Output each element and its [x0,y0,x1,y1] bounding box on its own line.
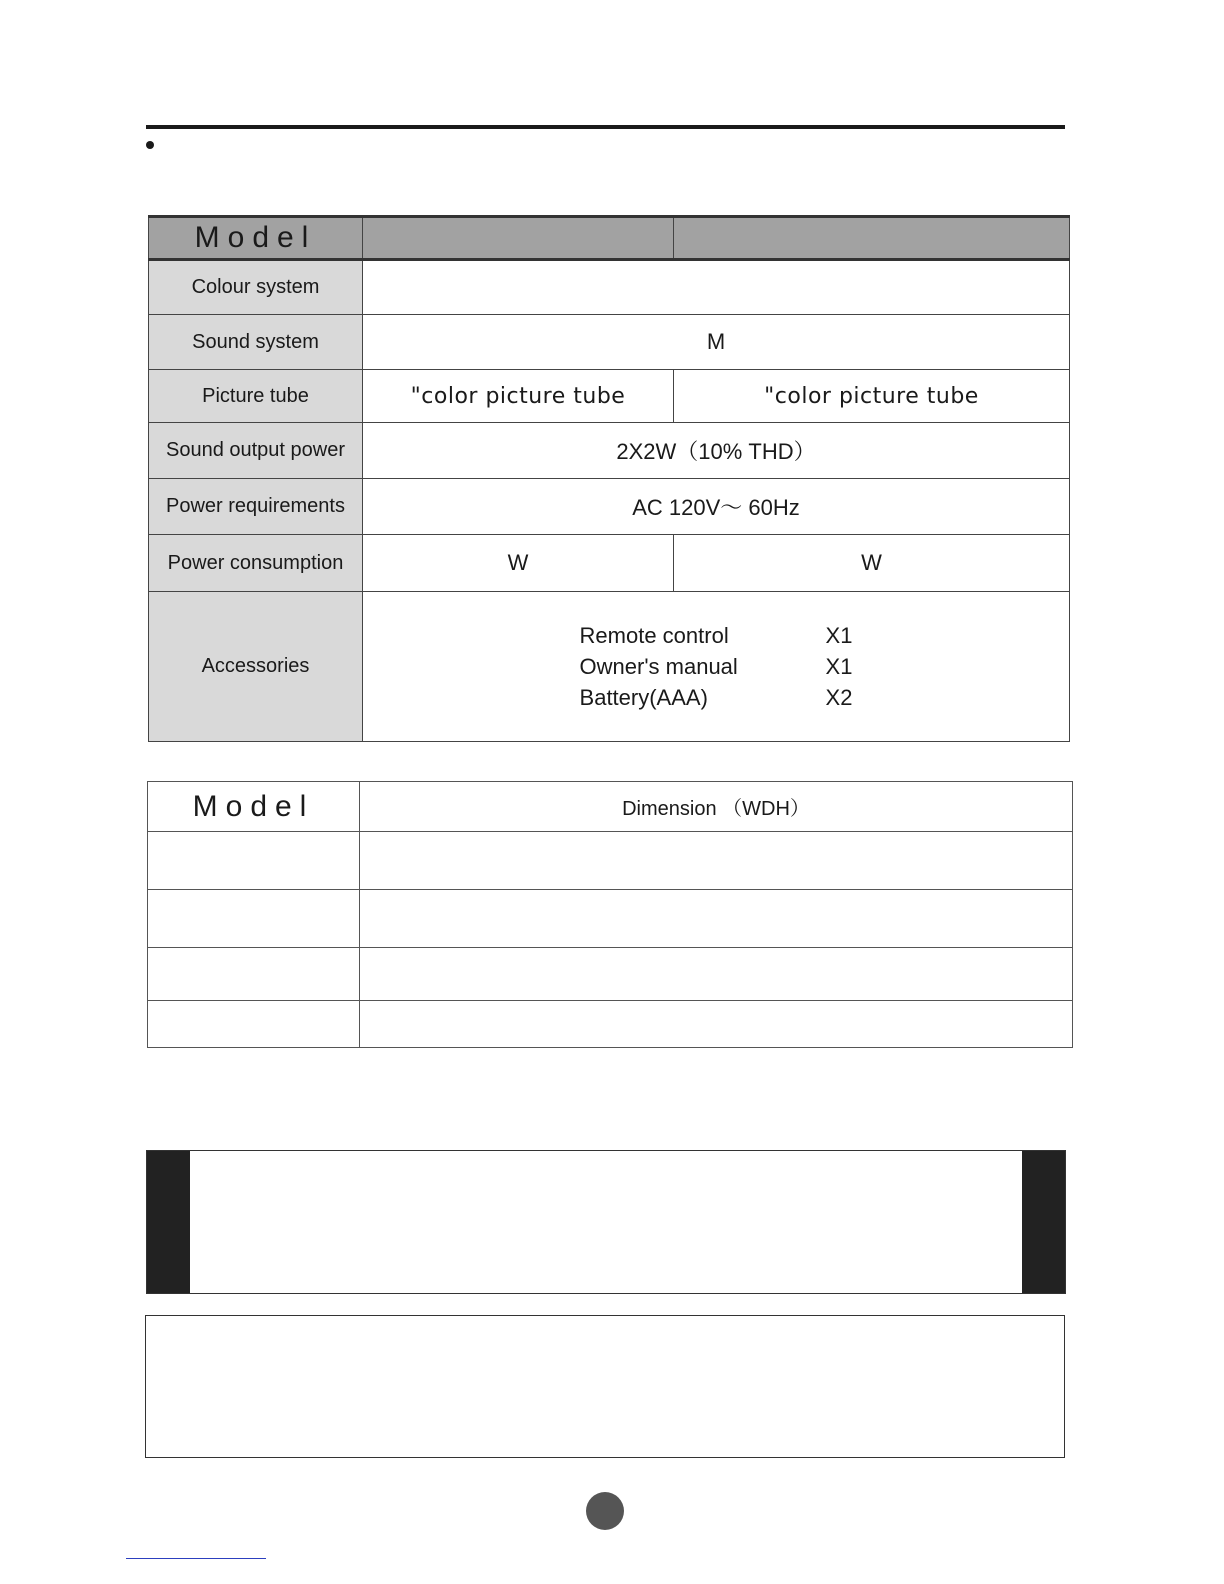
accessory-item [580,682,853,713]
power-requirements-value: AC 120V～ 60Hz [363,479,1070,535]
notice-box [146,1150,1066,1294]
accessory-qty: X1 [825,654,853,679]
dimension-model-cell [148,890,360,948]
bullet-point [146,141,154,149]
power-requirements-label: Power requirements [149,479,363,535]
dimension-model-cell [148,832,360,890]
accessory-name: Battery(AAA) [579,685,708,710]
colour-system-value [363,260,1070,315]
dimension-model-cell [148,948,360,1001]
accessory-item [580,651,853,682]
dimension-model-cell [148,1001,360,1048]
model-b-header [674,217,1070,260]
accessories-value [363,592,1070,742]
picture-tube-row [149,370,1070,423]
top-rule [146,125,1065,129]
power-consumption-label: Power consumption [149,535,363,592]
dimension-table [147,781,1073,1048]
dimension-value-cell [360,948,1073,1001]
accessory-item [580,620,853,651]
dimension-row [148,890,1073,948]
colour-system-row [149,260,1070,315]
accessory-qty: X1 [825,623,853,648]
power-consumption-row [149,535,1070,592]
dimension-value-cell [360,832,1073,890]
picture-tube-value-b: "color picture tube [674,370,1070,423]
accessories-row [149,592,1070,742]
accessory-name: Remote control [579,623,729,648]
sound-output-value: 2X2W（10% THD） [363,423,1070,479]
sound-system-label: Sound system [149,315,363,370]
colour-system-label: Colour system [149,260,363,315]
model-header: Model [149,217,363,260]
dimension-row [148,948,1073,1001]
notice-bar-right [1022,1151,1065,1293]
note-box [145,1315,1065,1458]
specifications-table [148,215,1070,742]
dimension-row [148,1001,1073,1048]
dimension-header-row [148,782,1073,832]
page-number-circle [586,1492,624,1530]
model-a-header [363,217,674,260]
dimension-row [148,832,1073,890]
dimension-value-cell [360,1001,1073,1048]
power-consumption-value-b: W [674,535,1070,592]
bottom-link-line [126,1558,266,1559]
picture-tube-label: Picture tube [149,370,363,423]
sound-system-value: M [363,315,1070,370]
power-requirements-row [149,479,1070,535]
notice-bar-left [147,1151,190,1293]
accessory-qty: X2 [825,685,853,710]
sound-output-label: Sound output power [149,423,363,479]
dimension-model-header: Model [148,782,360,832]
dimension-value-cell [360,890,1073,948]
accessory-name: Owner's manual [579,654,738,679]
spec-header-row [149,217,1070,260]
power-consumption-value-a: W [363,535,674,592]
sound-output-row [149,423,1070,479]
sound-system-row [149,315,1070,370]
dimension-header: Dimension （WDH） [360,782,1073,832]
picture-tube-value-a: "color picture tube [363,370,674,423]
accessories-list [580,620,853,713]
accessories-label: Accessories [149,592,363,742]
